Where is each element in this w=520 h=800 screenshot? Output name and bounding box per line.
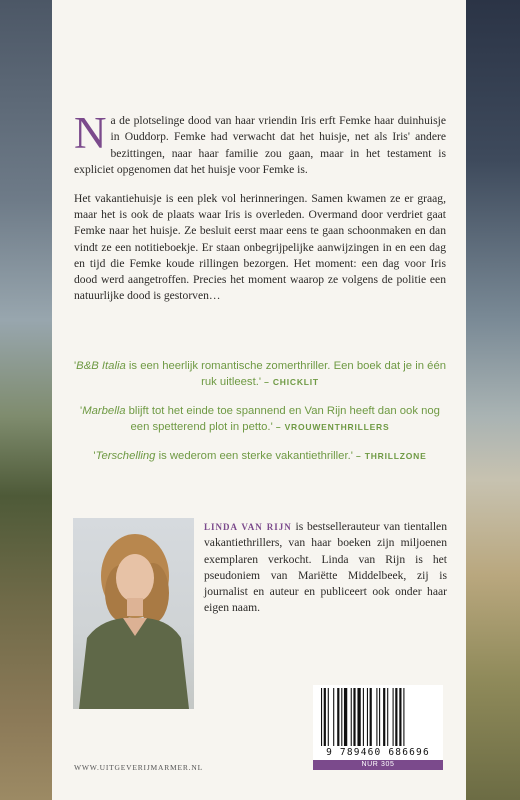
synopsis: [74, 108, 446, 317]
review-quote: 'Terschelling is wederom een sterke vakantiethriller.' – THRILLZONE: [93, 450, 427, 462]
synopsis-paragraph-2: Het vakantiehuisje is een plek vol herinneringen. Samen kwamen ze er graag, maar het is ook de plaats waar Iris is overleden. Overmand door verdriet gaat Femke naar het huisje. Ze besluit eerst maar eens te gaan schoonmaken en dan vindt ze een notitieboekje. Er staan onbegrijpelijke aanwijzingen in en een dag en tijd die Femke koude rillingen bezorgen. Het moment: een dag voor Iris dood werd aangetroffen. Precies het moment waarop ze volgens de politie een natuurlijke dood is gestorven…: [74, 191, 446, 303]
author-bio-text: is bestsellerauteur van tientallen vakantiethrillers, van haar boeken zijn miljoenen exemplaren verkocht. Linda van Rijn is het pseudoniem van Mariëtte Middelbeek, zij is journalist en auteur en publiceert ook onder haar eigen naam.: [204, 520, 448, 615]
drop-cap: N: [74, 108, 107, 158]
quote-book-title: B&B Italia: [76, 360, 126, 372]
review-quote: 'B&B Italia is een heerlijk romantische zomerthriller. Een boek dat je in één ruk uitleest.' – CHICKLIT: [73, 360, 447, 388]
quote-text: blijft tot het einde toe spannend en Van Rijn heeft dan ook nog een spetterend plot in petto.': [125, 405, 440, 433]
review-quotes: [70, 358, 450, 477]
author-portrait-illustration: [73, 518, 194, 709]
barcode-bars: [321, 688, 435, 746]
quote-text: is een heerlijk romantische zomerthriller. Een boek dat je in één ruk uitleest.': [125, 360, 447, 388]
nur-code: NUR 305: [313, 760, 443, 770]
isbn-number: 9 789460 686696: [326, 747, 430, 758]
review-quote: 'Marbella blijft tot het einde toe spannend en Van Rijn heeft dan ook nog een spetterend plot in petto.' – VROUWENTHRILLERS: [80, 405, 440, 433]
barcode: [313, 685, 443, 770]
author-name: LINDA VAN RIJN: [204, 522, 292, 532]
publisher-website: WWW.UITGEVERIJMARMER.NL: [74, 763, 203, 772]
author-bio: [204, 519, 447, 617]
synopsis-text-1: a de plotselinge dood van haar vriendin Iris erft Femke haar duinhuisje in Ouddorp. Femke had verwacht dat het huisje, net als Iris' andere bezittingen, naar haar familie zou gaan, maar in het testament is expliciet opgenomen dat het huisje voor Femke is.: [74, 114, 446, 176]
cover-photo-right-edge: [466, 0, 520, 800]
quote-book-title: Terschelling: [95, 450, 156, 462]
quote-text: is wederom een sterke vakantiethriller.': [155, 450, 353, 462]
quote-source: – CHICKLIT: [261, 377, 319, 387]
quote-source: – VROUWENTHRILLERS: [272, 422, 390, 432]
author-photo: [73, 518, 194, 709]
cover-photo-left-edge: [0, 0, 52, 800]
synopsis-paragraph-1: [74, 108, 446, 178]
quote-source: – THRILLZONE: [352, 451, 427, 461]
quote-book-title: Marbella: [82, 405, 126, 417]
